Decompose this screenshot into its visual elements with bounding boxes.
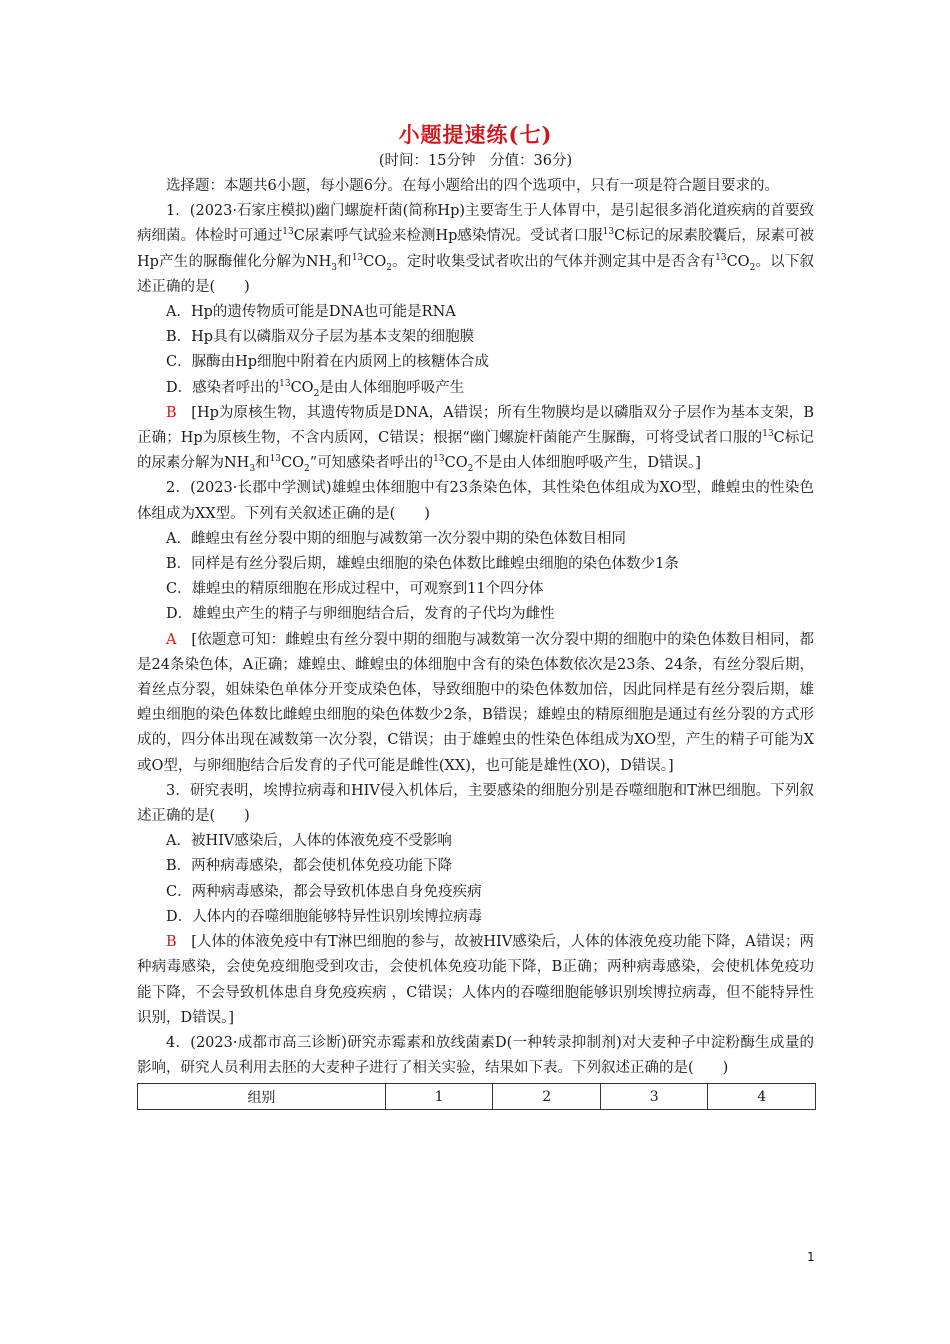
- table-header-row: [138, 1084, 816, 1110]
- question-1-option-d: D．感染者呼出的$^{13}CO_2$是由人体细胞呼吸产生: [166, 378, 465, 399]
- question-4-table: [137, 1083, 816, 1110]
- question-1-option-c: C．脲酶由Hp细胞中附着在内质网上的核糖体合成: [166, 354, 490, 371]
- question-3-stem: 3．研究表明，埃博拉病毒和HIV侵入机体后，主要感染的细胞分别是吞噬细胞和T淋巴细胞。下列叙述正确的是( ): [137, 782, 814, 825]
- document-page: [137, 120, 814, 1110]
- question-1-explanation: B [Hp为原核生物，其遗传物质是DNA，A错误；所有生物膜均是以磷脂双分子层作为基本支架，B正确；Hp为原核生物，不含内质网，C错误；根据“幽门螺旋杆菌能产生脲酶，可将受试者口服的$^{13}$C标记的尿素分解为$NH_3$和$^{13}CO_2$”可知感染者呼出的$^{13}CO_2$不是由人体细胞呼吸产生，D错误。]: [137, 404, 814, 475]
- question-1-stem: 1．(2023·石家庄模拟)幽门螺旋杆菌(简称Hp)主要寄生于人体胃中，是引起很多消化道疾病的首要致病细菌。体检时可通过$^{13}$C尿素呼气试验来检测Hp感染情况。受试者口服$^{13}$C标记的尿素胶囊后，尿素可被Hp产生的脲酶催化分解为$NH_3$和$^{13}CO_2$。定时收集受试者吹出的气体并测定其中是否含有$^{13}CO_2$。以下叙述正确的是( ): [137, 203, 815, 295]
- question-2-answer: A: [166, 631, 177, 648]
- question-2-stem: 2．(2023·长郡中学测试)雄蝗虫体细胞中有23条染色体，其性染色体组成为XO型，雌蝗虫的性染色体组成为XX型。下列有关叙述正确的是( ): [137, 480, 814, 522]
- page-title: 小题提速练(七): [398, 122, 553, 147]
- question-2-explanation: A [依题意可知：雌蝗虫有丝分裂中期的细胞与减数第一次分裂中期的细胞中的染色体数目相同，都是24条染色体，A正确；雄蝗虫、雌蝗虫的体细胞中含有的染色体数依次是23条、24条，有丝分裂后期，着丝点分裂，姐妹染色单体分开变成染色体，导致细胞中的染色体数加倍，因此同样是有丝分裂后期，雄蝗虫细胞的染色体数比雌蝗虫细胞的染色体数少2条，B错误；雄蝗虫的精原细胞是通过有丝分裂的方式形成的，四分体出现在减数第一次分裂，C错误；由于雄蝗虫的性染色体组成为XO型，产生的精子可能为X或O型，与卵细胞结合后发育的子代可能是雌性(XX)，也可能是雄性(XO)，D错误。]: [137, 631, 814, 774]
- question-2-option-a: A．雌蝗虫有丝分裂中期的细胞与减数第一次分裂中期的染色体数目相同: [166, 530, 626, 547]
- question-3-explanation: B [人体的体液免疫中有T淋巴细胞的参与，故被HIV感染后，人体的体液免疫功能下降，A错误；两种病毒感染，会使免疫细胞受到攻击，会使机体免疫功能下降，B正确；两种病毒感染，会使机体免疫功能下降，不会导致机体患自身免疫疾病 ，C错误；人体内的吞噬细胞能够识别埃博拉病毒，但不能特异性识别，D错误。]: [137, 934, 814, 1026]
- question-3-option-c: C．两种病毒感染，都会导致机体患自身免疫疾病: [166, 883, 482, 900]
- section-intro: 选择题：本题共6小题，每小题6分。在每小题给出的四个选项中，只有一项是符合题目要求的。: [166, 178, 779, 194]
- question-1-option-a: A．Hp的遗传物质可能是DNA也可能是RNA: [166, 304, 456, 321]
- question-2-option-b: B．同样是有丝分裂后期，雄蝗虫细胞的染色体数比雌蝗虫细胞的染色体数少1条: [166, 556, 679, 573]
- page-subtitle: (时间：15分钟 分值：36分): [378, 153, 573, 169]
- table-header-cell: 3: [600, 1084, 708, 1110]
- question-3-answer: B: [166, 934, 177, 951]
- question-3-option-a: A．被HIV感染后，人体的体液免疫不受影响: [166, 833, 452, 850]
- table-header-cell: 2: [493, 1084, 601, 1110]
- question-1-option-b: B．Hp具有以磷脂双分子层为基本支架的细胞膜: [166, 329, 475, 346]
- question-4-stem: 4．(2023·成都市高三诊断)研究赤霉素和放线菌素D(一种转录抑制剂)对大麦种子中淀粉酶生成量的影响，研究人员利用去胚的大麦种子进行了相关实验，结果如下表。下列叙述正确的是( ): [137, 1034, 814, 1077]
- question-3-option-b: B．两种病毒感染，都会使机体免疫功能下降: [166, 858, 453, 875]
- table-header-cell: 组别: [138, 1084, 386, 1110]
- question-2-option-d: D．雄蝗虫产生的精子与卵细胞结合后，发育的子代均为雌性: [166, 606, 555, 623]
- question-1-answer: B: [166, 404, 177, 421]
- table-header-cell: 1: [385, 1084, 493, 1110]
- table-header-cell: 4: [708, 1084, 816, 1110]
- page-number: 1: [807, 1250, 815, 1264]
- question-2-option-c: C．雄蝗虫的精原细胞在形成过程中，可观察到11个四分体: [166, 581, 544, 598]
- question-3-option-d: D．人体内的吞噬细胞能够特异性识别埃博拉病毒: [166, 908, 483, 925]
